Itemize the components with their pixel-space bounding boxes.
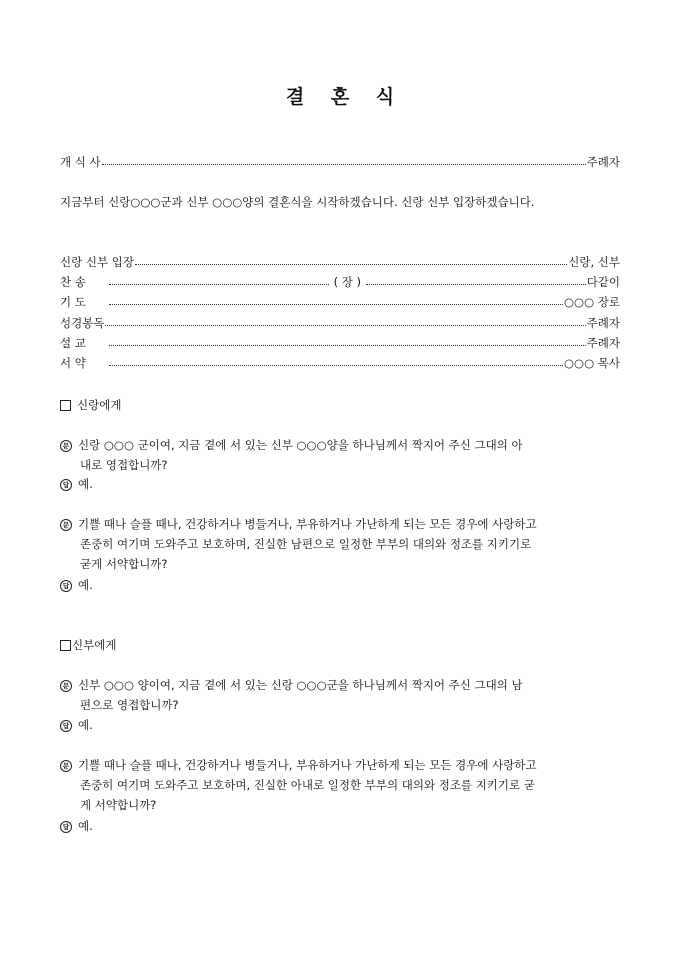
dot-leader	[135, 264, 567, 265]
bride-a1-text: 예.	[78, 718, 93, 732]
groom-a2-text: 예.	[78, 578, 93, 592]
opening-row	[60, 154, 620, 170]
opening-label: 개 식 사	[60, 155, 101, 169]
groom-heading-text: 신랑에게	[77, 398, 122, 412]
groom-answer-1	[60, 476, 93, 492]
question-mark-icon: 문	[60, 760, 72, 772]
program-item-label: 기 도	[60, 295, 86, 309]
groom-q2-line3: 굳게 서약합니까?	[80, 557, 168, 571]
dot-leader	[109, 304, 563, 305]
program-item-person: 신랑, 신부	[568, 255, 620, 269]
program-item-person: 주례자	[586, 316, 620, 330]
hymn-number: ( 장 )	[333, 275, 362, 289]
document-title: 결 혼 식	[285, 86, 405, 108]
groom-a1-text: 예.	[78, 477, 93, 491]
program-item-label: 신랑 신부 입장	[60, 255, 134, 269]
checkbox-square-icon	[60, 640, 71, 651]
program-row-vows	[60, 355, 620, 371]
program-row-hymn	[60, 274, 620, 290]
bride-heading-text: 신부에게	[72, 638, 117, 652]
program-row-entrance	[60, 254, 620, 270]
bride-section-heading	[60, 637, 116, 653]
bride-q1-line1: 신부 ○○○ 양이여, 지금 곁에 서 있는 신랑 ○○○군을 하나님께서 짝지어 주신 그대의 남	[78, 678, 523, 692]
program-row-sermon	[60, 335, 620, 351]
bride-q2-line3: 게 서약합니까?	[80, 798, 157, 812]
bride-answer-2	[60, 818, 93, 834]
program-item-label: 설 교	[60, 336, 86, 350]
question-mark-icon: 문	[60, 440, 72, 452]
groom-q2-line2: 존중히 여기며 도와주고 보호하며, 진실한 남편으로 일정한 부부의 대의와 정조를 지키기로	[80, 537, 532, 551]
opening-officiant: 주례자	[586, 155, 620, 169]
bride-q2-line1: 기쁠 때나 슬플 때나, 건강하거나 병들거나, 부유하거나 가난하게 되는 모든 경우에 사랑하고	[78, 758, 537, 772]
question-mark-icon: 문	[60, 680, 72, 692]
program-row-scripture	[60, 315, 620, 331]
intro-text: 지금부터 신랑○○○군과 신부 ○○○양의 결혼식을 시작하겠습니다. 신랑 신부 입장하겠습니다.	[60, 195, 535, 209]
program-item-person: ○○○ 목사	[564, 356, 620, 370]
dot-leader	[109, 365, 563, 366]
program-item-label: 찬 송	[60, 275, 86, 289]
dot-leader	[109, 345, 586, 346]
bride-q1-line2: 편으로 영접합니까?	[80, 698, 179, 712]
question-mark-icon: 문	[60, 519, 72, 531]
answer-mark-icon: 답	[60, 580, 72, 592]
dot-leader	[366, 284, 586, 285]
answer-mark-icon: 답	[60, 720, 72, 732]
program-row-prayer	[60, 294, 620, 310]
bride-answer-1	[60, 717, 93, 733]
groom-q2-line1: 기쁠 때나 슬플 때나, 건강하거나 병들거나, 부유하거나 가난하게 되는 모든 경우에 사랑하고	[78, 517, 537, 531]
bride-a2-text: 예.	[78, 819, 93, 833]
program-item-label: 서 약	[60, 356, 86, 370]
bride-q2-line2: 존중히 여기며 도와주고 보호하며, 진실한 아내로 일정한 부부의 대의와 정조를 지키기로 굳	[80, 778, 535, 792]
dot-leader	[105, 325, 585, 326]
groom-q1-line2: 내로 영접합니까?	[80, 458, 168, 472]
program-item-person: 다같이	[586, 275, 621, 289]
program-item-label: 성경봉독	[60, 316, 105, 330]
groom-section-heading	[60, 397, 121, 413]
program-item-person: ○○○ 장로	[564, 295, 620, 309]
groom-answer-2	[60, 577, 93, 593]
dot-leader	[109, 284, 329, 285]
checkbox-square-icon	[60, 400, 71, 411]
answer-mark-icon: 답	[60, 821, 72, 833]
groom-q1-line1: 신랑 ○○○ 군이여, 지금 곁에 서 있는 신부 ○○○양을 하나님께서 짝지어 주신 그대의 아	[78, 438, 523, 452]
program-item-person: 주례자	[586, 336, 620, 350]
answer-mark-icon: 답	[60, 479, 72, 491]
dot-leader	[102, 164, 586, 165]
